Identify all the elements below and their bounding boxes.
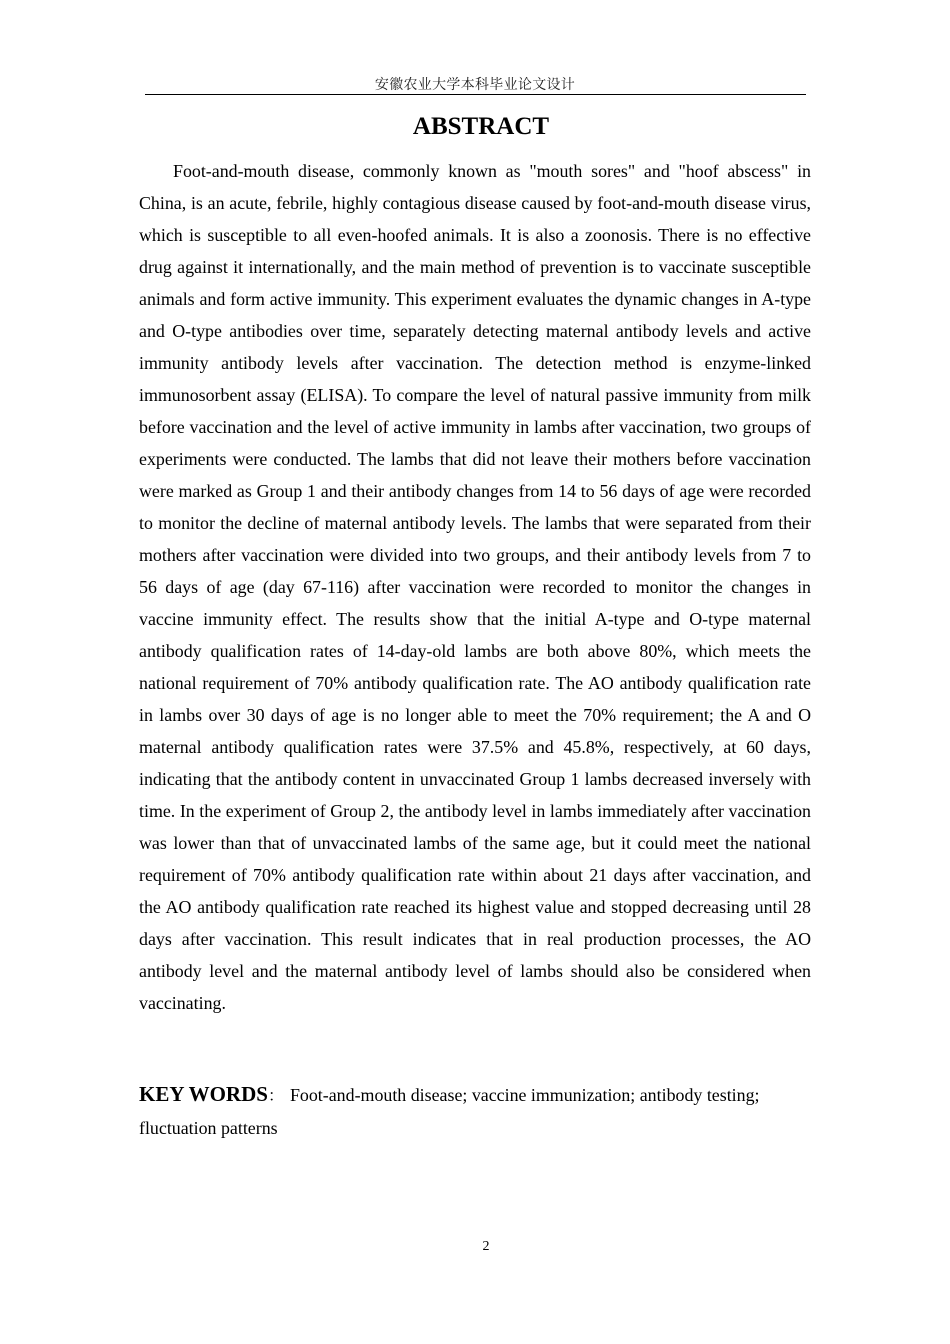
running-header: 安徽农业大学本科毕业论文设计 bbox=[374, 77, 576, 93]
abstract-body: Foot-and-mouth disease, commonly known as "mouth sores" and "hoof abscess" in China, is an acute, febrile, highly contagious disease caused by foot-and-mouth disease virus, which is susceptible to all even-hoofed animals. It is also a zoonosis. There is no effective drug against it internationally, and the main method of prevention is to vaccinate susceptible animals and form active immunity. This experiment evaluates the dynamic changes in A-type and O-type antibodies over time, separately detecting maternal antibody levels and active immunity antibody levels after vaccination. The detection method is enzyme-linked immunosorbent assay (ELISA). To compare the level of natural passive immunity from milk before vaccination and the level of active immunity in lambs after vaccination, two groups of experiments were conducted. The lambs that did not leave their mothers before vaccination were marked as Group 1 and their antibody changes from 14 to 56 days of age were recorded to monitor the decline of maternal antibody levels. The lambs that were separated from their mothers after vaccination were divided into two groups, and their antibody levels from 7 to 56 days of age (day 67-116) after vaccination were recorded to monitor the changes in vaccine immunity effect. The results show that the initial A-type and O-type maternal antibody qualification rates of 14-day-old lambs are both above 80%, which meets the national requirement of 70% antibody qualification rate. The AO antibody qualification rate in lambs over 30 days of age is no longer able to meet the 70% requirement; the A and O maternal antibody qualification rates were 37.5% and 45.8%, respectively, at 60 days, indicating that the antibody content in unvaccinated Group 1 lambs decreased inversely with time. In the experiment of Group 2, the antibody level in lambs immediately after vaccination was lower than that of unvaccinated lambs of the same age, but it could meet the national requirement of 70% antibody qualification rate within about 21 days after vaccination, and the AO antibody qualification rate reached its highest value and stopped decreasing until 28 days after vaccination. This result indicates that in real production processes, the AO antibody level and the maternal antibody level of lambs should also be considered when vaccinating. bbox=[139, 161, 811, 1013]
keywords-separator: ： bbox=[267, 1086, 284, 1105]
keywords-section bbox=[139, 1078, 811, 1144]
page-number: 2 bbox=[482, 1239, 490, 1254]
keywords-text: Foot-and-mouth disease; vaccine immunization; antibody testing; fluctuation patterns bbox=[139, 1085, 760, 1138]
keywords-label: KEY WORDS bbox=[139, 1082, 268, 1106]
header-rule bbox=[145, 94, 806, 95]
abstract-title: ABSTRACT bbox=[412, 113, 550, 140]
